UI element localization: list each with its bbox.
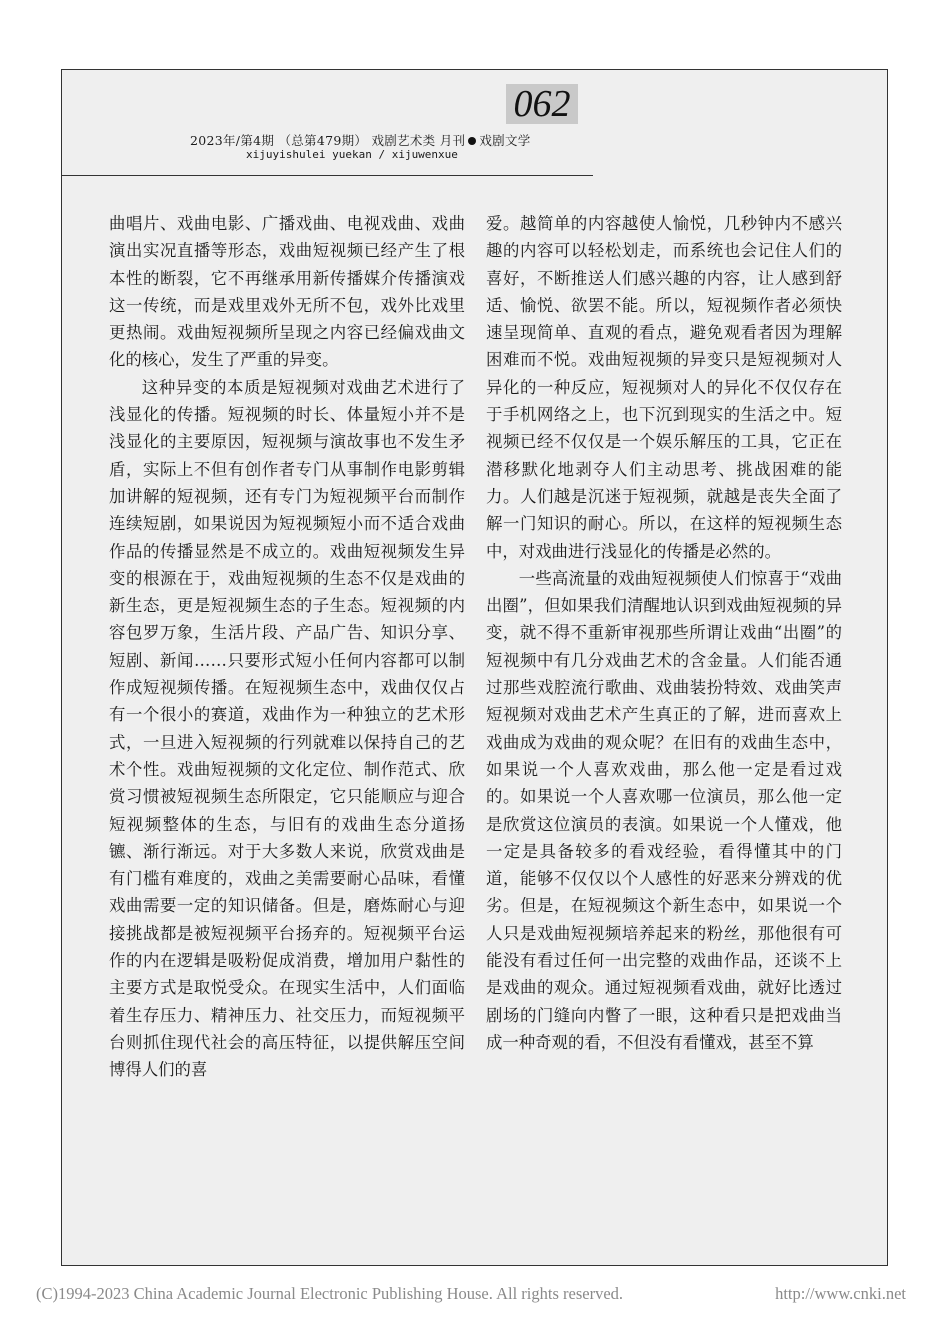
bullet-icon — [468, 137, 476, 145]
cnki-link[interactable]: http://www.cnki.net — [775, 1284, 906, 1303]
paragraph: 一些高流量的戏曲短视频使人们惊喜于“戏曲出圈”，但如果我们清醒地认识到戏曲短视频的异变，就不得不重新审视那些所谓让戏曲“出圈”的短视频中有几分戏曲艺术的含金量。人们能否通过那些戏腔流行歌曲、戏曲装扮特效、戏曲笑声短视频对戏曲艺术产生真正的了解，进而喜欢上戏曲成为戏曲的观众呢？在旧有的戏曲生态中，如果说一个人喜欢戏曲，那么他一定是看过戏的。如果说一个人喜欢哪一位演员，那么他一定是欣赏这位演员的表演。如果说一个人懂戏，他一定是具备较多的看戏经验，看得懂其中的门道，能够不仅仅以个人感性的好恶来分辨戏的优劣。但是，在短视频这个新生态中，如果说一个人只是戏曲短视频培养起来的粉丝，那他很有可能没有看过任何一出完整的戏曲作品，还谈不上是戏曲的观众。通过短视频看戏曲，就好比透过剧场的门缝向内瞥了一眼，这种看只是把戏曲当成一种奇观的看，不但没有看懂戏，甚至不算 — [486, 568, 842, 1052]
header-divider — [62, 175, 593, 176]
issue-info: 2023年/第4期 （总第479期） 戏剧艺术类 月刊 — [190, 133, 466, 148]
page-number: 062 — [506, 84, 578, 124]
article-column-left — [109, 210, 465, 1084]
masthead-issue-line — [190, 131, 531, 149]
paragraph: 爱。越简单的内容越使人愉悦，几秒钟内不感兴趣的内容可以轻松划走，而系统也会记住人们的喜好，不断推送人们感兴趣的内容，让人感到舒适、愉悦、欲罢不能。所以，短视频作者必须快速呈现简单、直观的看点，避免观看者因为理解困难而不悦。戏曲短视频的异变只是短视频对人异化的一种反应，短视频对人的异化不仅仅存在于手机网络之上，也下沉到现实的生活之中。短视频已经不仅仅是一个娱乐解压的工具，它正在潜移默化地剥夺人们主动思考、挑战困难的能力。人们越是沉迷于短视频，就越是丧失全面了解一门知识的耐心。所以，在这样的短视频生态中，对戏曲进行浅显化的传播是必然的。 — [486, 214, 842, 561]
section-name: 戏剧文学 — [479, 133, 531, 148]
article-column-right — [486, 210, 842, 1056]
paragraph: 曲唱片、戏曲电影、广播戏曲、电视戏曲、戏曲演出实况直播等形态，戏曲短视频已经产生了根本性的断裂，它不再继承用新传播媒介传播演戏这一传统，而是戏里戏外无所不包，戏外比戏里更热闹。戏曲短视频所呈现之内容已经偏戏曲文化的核心，发生了严重的异变。 — [109, 214, 465, 370]
copyright-text: (C)1994-2023 China Academic Journal Electronic Publishing House. All rights reserved. — [36, 1284, 624, 1303]
masthead-pinyin: xijuyishulei yuekan / xijuwenxue — [246, 148, 458, 161]
copyright-footer — [36, 1284, 906, 1304]
paragraph: 这种异变的本质是短视频对戏曲艺术进行了浅显化的传播。短视频的时长、体量短小并不是浅显化的主要原因，短视频与演故事也不发生矛盾，实际上不但有创作者专门从事制作电影剪辑加讲解的短视频，还有专门为短视频平台而制作连续短剧，如果说因为短视频短小而不适合戏曲作品的传播显然是不成立的。戏曲短视频发生异变的根源在于，戏曲短视频的生态不仅是戏曲的新生态，更是短视频生态的子生态。短视频的内容包罗万象，生活片段、产品广告、知识分享、短剧、新闻……只要形式短小任何内容都可以制作成短视频传播。在短视频生态中，戏曲仅仅占有一个很小的赛道，戏曲作为一种独立的艺术形式，一旦进入短视频的行列就难以保持自己的艺术个性。戏曲短视频的文化定位、制作范式、欣赏习惯被短视频生态所限定，它只能顺应与迎合短视频整体的生态，与旧有的戏曲生态分道扬镳、渐行渐远。对于大多数人来说，欣赏戏曲是有门槛有难度的，戏曲之美需要耐心品味，看懂戏曲需要一定的知识储备。但是，磨炼耐心与迎接挑战都是被短视频平台扬弃的。短视频平台运作的内在逻辑是吸粉促成消费，增加用户黏性的主要方式是取悦受众。在现实生活中，人们面临着生存压力、精神压力、社交压力，而短视频平台则抓住现代社会的高压特征，以提供解压空间博得人们的喜 — [109, 377, 465, 1080]
